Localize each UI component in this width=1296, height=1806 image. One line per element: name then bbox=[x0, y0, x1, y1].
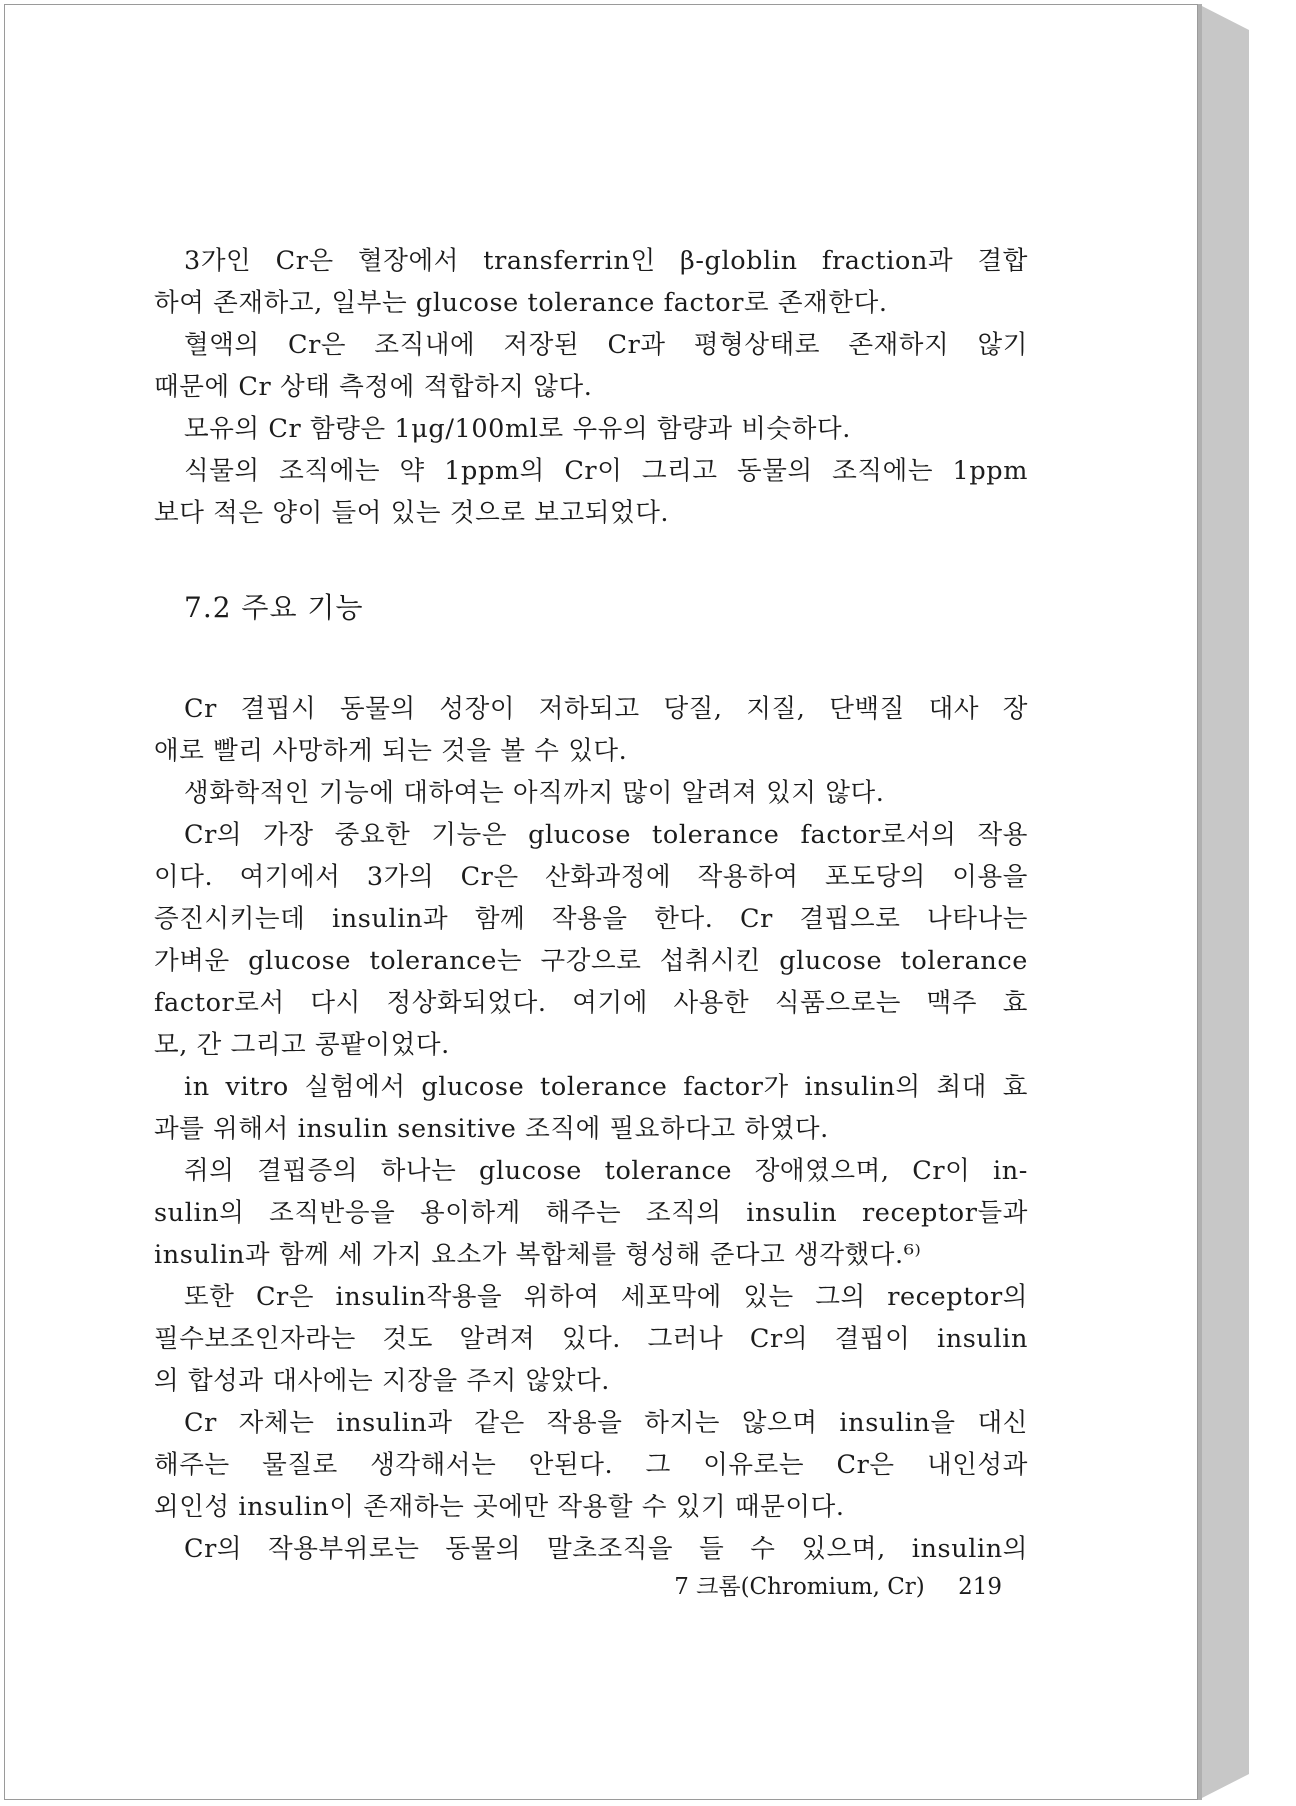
paragraph bbox=[154, 240, 1028, 324]
text-line: insulin과 함께 세 가지 요소가 복합체를 형성해 준다고 생각했다.⁶⁾ bbox=[154, 1240, 922, 1270]
paragraph bbox=[154, 1066, 1028, 1150]
page-stack-edge bbox=[1198, 4, 1249, 1800]
body-text bbox=[154, 240, 1028, 1570]
text-line: 외인성 insulin이 존재하는 곳에만 작용할 수 있기 때문이다. bbox=[154, 1492, 845, 1522]
text-line: 보다 적은 양이 들어 있는 것으로 보고되었다. bbox=[154, 498, 670, 528]
text-line: 식물의 조직에는 약 1ppm의 Cr이 그리고 동물의 조직에는 1ppm bbox=[184, 456, 1028, 486]
paragraph bbox=[154, 772, 1028, 814]
text-line: 혈액의 Cr은 조직내에 저장된 Cr과 평형상태로 존재하지 않기 bbox=[184, 330, 1028, 360]
text-line: 애로 빨리 사망하게 되는 것을 볼 수 있다. bbox=[154, 736, 628, 766]
section-heading: 7.2 주요 기능 bbox=[184, 591, 364, 624]
text-line: Cr 결핍시 동물의 성장이 저하되고 당질, 지질, 단백질 대사 장 bbox=[184, 694, 1028, 724]
text-line: 해주는 물질로 생각해서는 안된다. 그 이유로는 Cr은 내인성과 bbox=[154, 1450, 1028, 1480]
text-line: 3가인 Cr은 혈장에서 transferrin인 β-globlin fraction과 결합 bbox=[184, 246, 1028, 276]
running-footer bbox=[674, 1568, 1002, 1601]
text-line: sulin의 조직반응을 용이하게 해주는 조직의 insulin receptor들과 bbox=[154, 1198, 1028, 1228]
paragraph bbox=[154, 1276, 1028, 1402]
paragraph bbox=[154, 1150, 1028, 1276]
paragraph bbox=[154, 1402, 1028, 1528]
paragraphs-top bbox=[154, 240, 1028, 534]
text-line: 생화학적인 기능에 대하여는 아직까지 많이 알려져 있지 않다. bbox=[184, 778, 885, 808]
text-line: 모, 간 그리고 콩팥이었다. bbox=[154, 1030, 450, 1060]
text-line: 모유의 Cr 함량은 1μg/100ml로 우유의 함량과 비슷하다. bbox=[184, 414, 851, 444]
text-line: 또한 Cr은 insulin작용을 위하여 세포막에 있는 그의 receptor의 bbox=[184, 1282, 1028, 1312]
page-edge-shadow bbox=[1198, 4, 1202, 1800]
chapter-title: 7 크롬(Chromium, Cr) bbox=[674, 1574, 925, 1600]
text-line: 이다. 여기에서 3가의 Cr은 산화과정에 작용하여 포도당의 이용을 bbox=[154, 862, 1028, 892]
text-line: Cr의 작용부위로는 동물의 말초조직을 들 수 있으며, insulin의 bbox=[184, 1534, 1028, 1564]
page-number: 219 bbox=[958, 1574, 1002, 1600]
text-line: 의 합성과 대사에는 지장을 주지 않았다. bbox=[154, 1366, 610, 1396]
text-line: 가벼운 glucose tolerance는 구강으로 섭취시킨 glucose tolerance bbox=[154, 946, 1028, 976]
paragraph bbox=[154, 408, 1028, 450]
paragraph bbox=[154, 1528, 1028, 1570]
text-line: Cr 자체는 insulin과 같은 작용을 하지는 않으며 insulin을 대신 bbox=[184, 1408, 1028, 1438]
paragraph bbox=[154, 450, 1028, 534]
text-line: 증진시키는데 insulin과 함께 작용을 한다. Cr 결핍으로 나타나는 bbox=[154, 904, 1028, 934]
paragraph bbox=[154, 814, 1028, 1066]
text-line: 하여 존재하고, 일부는 glucose tolerance factor로 존재한다. bbox=[154, 288, 888, 318]
text-line: in vitro 실험에서 glucose tolerance factor가 insulin의 최대 효 bbox=[184, 1072, 1028, 1102]
text-line: factor로서 다시 정상화되었다. 여기에 사용한 식품으로는 맥주 효 bbox=[154, 988, 1028, 1018]
text-line: 쥐의 결핍증의 하나는 glucose tolerance 장애였으며, Cr이 in- bbox=[184, 1156, 1028, 1186]
paragraphs-bottom bbox=[154, 688, 1028, 1570]
text-line: 과를 위해서 insulin sensitive 조직에 필요하다고 하였다. bbox=[154, 1114, 829, 1144]
paragraph bbox=[154, 324, 1028, 408]
text-line: 필수보조인자라는 것도 알려져 있다. 그러나 Cr의 결핍이 insulin bbox=[154, 1324, 1028, 1354]
paragraph bbox=[154, 688, 1028, 772]
text-line: 때문에 Cr 상태 측정에 적합하지 않다. bbox=[154, 372, 593, 402]
text-line: Cr의 가장 중요한 기능은 glucose tolerance factor로서의 작용 bbox=[184, 820, 1028, 850]
